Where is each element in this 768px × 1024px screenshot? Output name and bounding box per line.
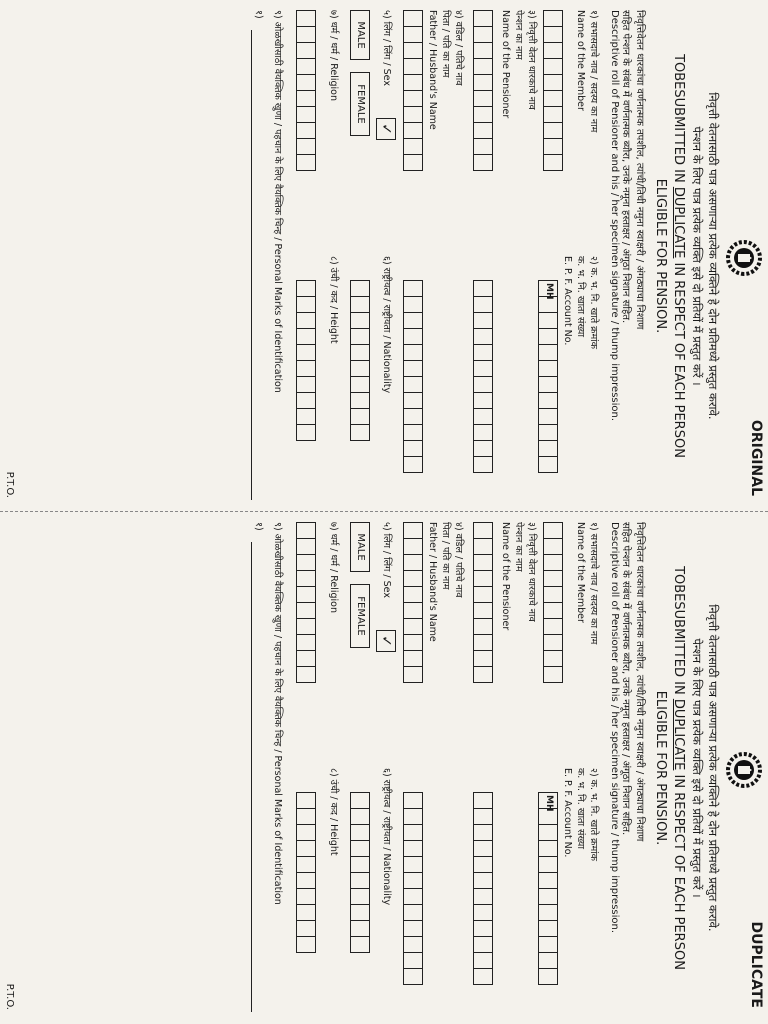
- char-box[interactable]: [403, 792, 423, 809]
- char-box[interactable]: [403, 872, 423, 889]
- identification-item-1: १): [253, 10, 264, 19]
- char-box[interactable]: [403, 138, 423, 155]
- char-box[interactable]: [473, 538, 493, 555]
- char-box[interactable]: [473, 106, 493, 123]
- char-box[interactable]: [403, 570, 423, 587]
- char-box[interactable]: [473, 634, 493, 651]
- char-box[interactable]: [403, 888, 423, 905]
- char-box[interactable]: [296, 586, 316, 603]
- char-box[interactable]: [543, 570, 563, 587]
- epfo-logo-icon: [726, 752, 762, 788]
- char-box[interactable]: [543, 634, 563, 651]
- pensioner-name-boxes[interactable]: [473, 522, 493, 682]
- char-box[interactable]: [296, 122, 316, 139]
- char-box[interactable]: [296, 408, 316, 425]
- char-box[interactable]: [473, 360, 493, 377]
- char-box[interactable]: [543, 618, 563, 635]
- char-box[interactable]: [296, 634, 316, 651]
- header-hindi-marathi: निवृत्ती वेतनासाठी पात्र असणाऱ्या प्रत्येक व्यक्तिने हे दोन प्रतिमध्ये प्रस्तुत करावे.: [706, 92, 720, 420]
- char-box[interactable]: [296, 154, 316, 171]
- char-box[interactable]: [403, 392, 423, 409]
- char-box[interactable]: [296, 554, 316, 571]
- instruction-hindi: सहित पेन्शन के संबंध में वर्णनात्मक ब्यौरा, उनके नमूना हस्ताक्षर / अंगूठा निशान सहित.: [620, 522, 631, 836]
- char-box[interactable]: [296, 792, 316, 809]
- char-box[interactable]: [403, 840, 423, 857]
- char-box[interactable]: [403, 328, 423, 345]
- char-box[interactable]: [473, 26, 493, 43]
- char-box[interactable]: [296, 10, 316, 27]
- char-box[interactable]: [543, 122, 563, 139]
- char-box[interactable]: [350, 344, 370, 361]
- char-box[interactable]: [473, 968, 493, 985]
- pensioner-name-boxes-2[interactable]: [473, 280, 493, 472]
- char-box[interactable]: [473, 280, 493, 297]
- char-box[interactable]: [296, 280, 316, 297]
- char-box[interactable]: [538, 936, 558, 953]
- pensioner-name-boxes-2[interactable]: [473, 792, 493, 984]
- char-box[interactable]: [296, 570, 316, 587]
- header-english: TOBESUBMITTED IN DUPLICATE IN RESPECT OF EACH PERSON: [671, 566, 686, 970]
- char-box[interactable]: [543, 90, 563, 107]
- char-box[interactable]: [403, 666, 423, 683]
- char-box[interactable]: [473, 392, 493, 409]
- identification-item-1: १): [253, 522, 264, 531]
- char-box[interactable]: [296, 42, 316, 59]
- father-name-boxes[interactable]: [403, 10, 423, 170]
- pensioner-name-label: ३) निवृत्ती वेतन धारकाचे नाव पेन्शन का नाम Name of the Pensioner: [500, 10, 537, 119]
- epf-account-label: २) क. भ. नि. खाते क्रमांक क. भ. नि. खाता संख्या E. P. F. Account No.: [562, 256, 599, 349]
- char-box[interactable]: [403, 408, 423, 425]
- religion-boxes[interactable]: [296, 522, 316, 682]
- char-box[interactable]: [543, 138, 563, 155]
- char-box[interactable]: [403, 344, 423, 361]
- header-hindi: पेन्शन के लिए पात्र प्रत्येक व्यक्ति इसे दो प्रतियों में प्रस्तुत करें ।: [690, 638, 704, 898]
- char-box[interactable]: [296, 138, 316, 155]
- father-name-label: ४) वडिल / पतिचे नाव पिता / पति का नाम Father / Husband's Name: [427, 10, 464, 130]
- char-box[interactable]: [473, 570, 493, 587]
- pensioner-name-boxes[interactable]: [473, 10, 493, 170]
- char-box[interactable]: [350, 360, 370, 377]
- char-box[interactable]: [543, 650, 563, 667]
- char-box[interactable]: [296, 312, 316, 329]
- nationality-boxes[interactable]: [350, 280, 370, 440]
- instruction-hindi: सहित पेन्शन के संबंध में वर्णनात्मक ब्यौरा, उनके नमूना हस्ताक्षर / अंगूठा निशान सहित.: [620, 10, 631, 324]
- identification-line-1[interactable]: [251, 542, 252, 1012]
- char-box[interactable]: [473, 424, 493, 441]
- identification-line-1[interactable]: [251, 30, 252, 500]
- char-box[interactable]: [403, 90, 423, 107]
- char-box[interactable]: [473, 840, 493, 857]
- father-name-boxes[interactable]: [403, 522, 423, 682]
- char-box[interactable]: [403, 824, 423, 841]
- pensioner-name-label: ३) निवृत्ती वेतन धारकाचे नाव पेन्शन का नाम Name of the Pensioner: [500, 522, 537, 631]
- char-box[interactable]: [543, 666, 563, 683]
- char-box[interactable]: [296, 602, 316, 619]
- char-box[interactable]: [473, 522, 493, 539]
- char-box[interactable]: [403, 936, 423, 953]
- char-box[interactable]: [296, 522, 316, 539]
- char-box[interactable]: [403, 920, 423, 937]
- header-english: TOBESUBMITTED IN DUPLICATE IN RESPECT OF EACH PERSON: [671, 54, 686, 458]
- char-box[interactable]: [403, 296, 423, 313]
- char-box[interactable]: [538, 824, 558, 841]
- char-box[interactable]: [538, 376, 558, 393]
- header-eligible: ELIGIBLE FOR PENSION.: [653, 690, 668, 846]
- father-name-boxes-2[interactable]: [403, 280, 423, 472]
- char-box[interactable]: [296, 424, 316, 441]
- char-box[interactable]: [473, 650, 493, 667]
- epf-prefill-mh: MH: [544, 283, 554, 300]
- instruction-marathi: निवृत्तिवेतन धारकांचा वर्णनात्मक तपशील, त्यांची/तिची नमुना स्वाक्षरी / अंगठ्याचा निशाण: [634, 10, 645, 330]
- char-box[interactable]: [403, 122, 423, 139]
- char-box[interactable]: [473, 58, 493, 75]
- char-box[interactable]: [403, 904, 423, 921]
- char-box[interactable]: [473, 74, 493, 91]
- char-box[interactable]: [296, 58, 316, 75]
- height-label: ८) उंची / कद / Height: [328, 256, 339, 344]
- identification-marks-label: ९) ओळखीसाठी वैयक्तिक खुणा / पहचान के लिए वैयक्तिक चिन्ह / Personal Marks of Identification: [272, 522, 283, 905]
- female-box[interactable]: FEMALE: [350, 584, 370, 648]
- char-box[interactable]: [403, 618, 423, 635]
- char-box[interactable]: [296, 360, 316, 377]
- char-box[interactable]: [350, 856, 370, 873]
- sex-label: ५) लिंग / लिंग / Sex: [381, 10, 392, 86]
- char-box[interactable]: [350, 296, 370, 313]
- char-box[interactable]: [538, 856, 558, 873]
- char-box[interactable]: [538, 328, 558, 345]
- char-box[interactable]: [296, 296, 316, 313]
- char-box[interactable]: [350, 280, 370, 297]
- char-box[interactable]: [538, 408, 558, 425]
- char-box[interactable]: [538, 952, 558, 969]
- char-box[interactable]: [538, 440, 558, 457]
- epf-account-label: २) क. भ. नि. खाते क्रमांक क. भ. नि. खाता संख्या E. P. F. Account No.: [562, 768, 599, 861]
- char-box[interactable]: [350, 936, 370, 953]
- religion-boxes[interactable]: [296, 10, 316, 170]
- char-box[interactable]: [403, 586, 423, 603]
- char-box[interactable]: [296, 808, 316, 825]
- char-box[interactable]: [350, 840, 370, 857]
- char-box[interactable]: [296, 90, 316, 107]
- char-box[interactable]: [350, 328, 370, 345]
- char-box[interactable]: [296, 920, 316, 937]
- char-box[interactable]: [350, 392, 370, 409]
- sex-label: ५) लिंग / लिंग / Sex: [381, 522, 392, 598]
- header-eligible: ELIGIBLE FOR PENSION.: [653, 178, 668, 334]
- char-box[interactable]: [473, 554, 493, 571]
- char-box[interactable]: [473, 872, 493, 889]
- char-box[interactable]: [403, 808, 423, 825]
- char-box[interactable]: [403, 26, 423, 43]
- char-box[interactable]: [403, 634, 423, 651]
- char-box[interactable]: [403, 42, 423, 59]
- char-box[interactable]: [403, 312, 423, 329]
- sex-check-mark[interactable]: ✓: [376, 118, 396, 140]
- header-hindi-marathi: निवृत्ती वेतनासाठी पात्र असणाऱ्या प्रत्येक व्यक्तिने हे दोन प्रतिमध्ये प्रस्तुत करावे.: [706, 604, 720, 932]
- char-box[interactable]: [350, 408, 370, 425]
- char-box[interactable]: [473, 808, 493, 825]
- char-box[interactable]: [403, 650, 423, 667]
- char-box[interactable]: [473, 154, 493, 171]
- char-box[interactable]: [538, 888, 558, 905]
- member-name-label: १) सभासदाचे नाव / सदस्य का नाम Name of the Member: [575, 522, 599, 645]
- height-label: ८) उंची / कद / Height: [328, 768, 339, 856]
- char-box[interactable]: [403, 522, 423, 539]
- char-box[interactable]: [473, 312, 493, 329]
- char-box[interactable]: [296, 106, 316, 123]
- char-box[interactable]: [473, 456, 493, 473]
- char-box[interactable]: [543, 26, 563, 43]
- pto-label: P.T.O.: [4, 471, 15, 498]
- nationality-boxes[interactable]: [350, 792, 370, 952]
- char-box[interactable]: [538, 344, 558, 361]
- instruction-english: Descriptive roll of Pensioner and his / her specimen signature / thump impression.: [609, 522, 620, 934]
- char-box[interactable]: [543, 586, 563, 603]
- copy-label: ORIGINAL: [748, 419, 764, 496]
- char-box[interactable]: [473, 138, 493, 155]
- instruction-english: Descriptive roll of Pensioner and his / her specimen signature / thump impression.: [609, 10, 620, 422]
- char-box[interactable]: [403, 968, 423, 985]
- char-box[interactable]: [403, 424, 423, 441]
- char-box[interactable]: [473, 666, 493, 683]
- char-box[interactable]: [538, 312, 558, 329]
- form-copy-duplicate: [0, 512, 768, 1024]
- char-box[interactable]: [350, 808, 370, 825]
- char-box[interactable]: [473, 376, 493, 393]
- char-box[interactable]: [350, 920, 370, 937]
- char-box[interactable]: [543, 74, 563, 91]
- char-box[interactable]: [538, 360, 558, 377]
- nationality-label: ६) राष्ट्रीयत्व / राष्ट्रीयता / Nationality: [381, 256, 392, 394]
- char-box[interactable]: [403, 106, 423, 123]
- char-box[interactable]: [473, 10, 493, 27]
- char-box[interactable]: [350, 312, 370, 329]
- height-boxes[interactable]: [296, 792, 316, 952]
- char-box[interactable]: [403, 856, 423, 873]
- char-box[interactable]: [543, 538, 563, 555]
- member-name-boxes[interactable]: [543, 522, 563, 682]
- father-name-label: ४) वडिल / पतिचे नाव पिता / पति का नाम Father / Husband's Name: [427, 522, 464, 642]
- char-box[interactable]: [473, 856, 493, 873]
- char-box[interactable]: [473, 90, 493, 107]
- char-box[interactable]: [296, 26, 316, 43]
- char-box[interactable]: [350, 376, 370, 393]
- char-box[interactable]: [543, 602, 563, 619]
- char-box[interactable]: [403, 602, 423, 619]
- char-box[interactable]: [296, 936, 316, 953]
- char-box[interactable]: [403, 58, 423, 75]
- char-box[interactable]: [296, 888, 316, 905]
- char-box[interactable]: [473, 792, 493, 809]
- char-box[interactable]: [473, 936, 493, 953]
- char-box[interactable]: [296, 650, 316, 667]
- religion-label: ७) धर्म / धर्म / Religion: [328, 10, 339, 101]
- char-box[interactable]: [473, 122, 493, 139]
- char-box[interactable]: [473, 586, 493, 603]
- char-box[interactable]: [473, 602, 493, 619]
- epf-account-boxes[interactable]: [538, 792, 558, 984]
- religion-label: ७) धर्म / धर्म / Religion: [328, 522, 339, 613]
- char-box[interactable]: [538, 840, 558, 857]
- char-box[interactable]: [543, 154, 563, 171]
- identification-marks-label: ९) ओळखीसाठी वैयक्तिक खुणा / पहचान के लिए वैयक्तिक चिन्ह / Personal Marks of Identification: [272, 10, 283, 393]
- char-box[interactable]: [473, 296, 493, 313]
- char-box[interactable]: [403, 360, 423, 377]
- char-box[interactable]: [296, 344, 316, 361]
- char-box[interactable]: [403, 554, 423, 571]
- header-hindi: पेन्शन के लिए पात्र प्रत्येक व्यक्ति इसे दो प्रतियों में प्रस्तुत करें ।: [690, 126, 704, 386]
- char-box[interactable]: [296, 376, 316, 393]
- char-box[interactable]: [473, 952, 493, 969]
- char-box[interactable]: [350, 888, 370, 905]
- epfo-logo-icon: [726, 240, 762, 276]
- char-box[interactable]: [350, 904, 370, 921]
- member-name-boxes[interactable]: [543, 10, 563, 170]
- char-box[interactable]: [538, 392, 558, 409]
- char-box[interactable]: [403, 376, 423, 393]
- male-box[interactable]: MALE: [350, 10, 370, 60]
- char-box[interactable]: [403, 440, 423, 457]
- char-box[interactable]: [538, 904, 558, 921]
- pto-label: P.T.O.: [4, 983, 15, 1010]
- char-box[interactable]: [473, 42, 493, 59]
- char-box[interactable]: [350, 824, 370, 841]
- char-box[interactable]: [296, 904, 316, 921]
- char-box[interactable]: [543, 10, 563, 27]
- nationality-label: ६) राष्ट्रीयत्व / राष्ट्रीयता / Nationality: [381, 768, 392, 906]
- epf-prefill-mh: MH: [544, 795, 554, 812]
- epf-account-boxes[interactable]: [538, 280, 558, 472]
- char-box[interactable]: [473, 904, 493, 921]
- char-box[interactable]: [473, 824, 493, 841]
- char-box[interactable]: [350, 872, 370, 889]
- char-box[interactable]: [403, 538, 423, 555]
- member-name-label: १) सभासदाचे नाव / सदस्य का नाम Name of the Member: [575, 10, 599, 133]
- char-box[interactable]: [296, 538, 316, 555]
- char-box[interactable]: [538, 968, 558, 985]
- char-box[interactable]: [538, 424, 558, 441]
- char-box[interactable]: [543, 42, 563, 59]
- female-box[interactable]: FEMALE: [350, 72, 370, 136]
- char-box[interactable]: [296, 840, 316, 857]
- char-box[interactable]: [296, 666, 316, 683]
- char-box[interactable]: [473, 888, 493, 905]
- char-box[interactable]: [403, 280, 423, 297]
- char-box[interactable]: [473, 328, 493, 345]
- instruction-marathi: निवृत्तिवेतन धारकांचा वर्णनात्मक तपशील, त्यांची/तिची नमुना स्वाक्षरी / अंगठ्याचा निशाण: [634, 522, 645, 842]
- char-box[interactable]: [296, 392, 316, 409]
- char-box[interactable]: [403, 154, 423, 171]
- char-box[interactable]: [403, 74, 423, 91]
- char-box[interactable]: [296, 856, 316, 873]
- char-box[interactable]: [473, 440, 493, 457]
- height-boxes[interactable]: [296, 280, 316, 440]
- sex-check-mark[interactable]: ✓: [376, 630, 396, 652]
- char-box[interactable]: [543, 58, 563, 75]
- char-box[interactable]: [538, 872, 558, 889]
- char-box[interactable]: [350, 424, 370, 441]
- father-name-boxes-2[interactable]: [403, 792, 423, 984]
- char-box[interactable]: [296, 618, 316, 635]
- char-box[interactable]: [543, 522, 563, 539]
- char-box[interactable]: [473, 408, 493, 425]
- char-box[interactable]: [296, 328, 316, 345]
- char-box[interactable]: [296, 74, 316, 91]
- copy-label: DUPLICATE: [748, 921, 764, 1008]
- char-box[interactable]: [350, 792, 370, 809]
- char-box[interactable]: [473, 618, 493, 635]
- char-box[interactable]: [543, 106, 563, 123]
- char-box[interactable]: [403, 952, 423, 969]
- male-box[interactable]: MALE: [350, 522, 370, 572]
- char-box[interactable]: [403, 10, 423, 27]
- char-box[interactable]: [543, 554, 563, 571]
- char-box[interactable]: [473, 344, 493, 361]
- char-box[interactable]: [538, 920, 558, 937]
- char-box[interactable]: [296, 872, 316, 889]
- char-box[interactable]: [403, 456, 423, 473]
- char-box[interactable]: [473, 920, 493, 937]
- char-box[interactable]: [296, 824, 316, 841]
- char-box[interactable]: [538, 456, 558, 473]
